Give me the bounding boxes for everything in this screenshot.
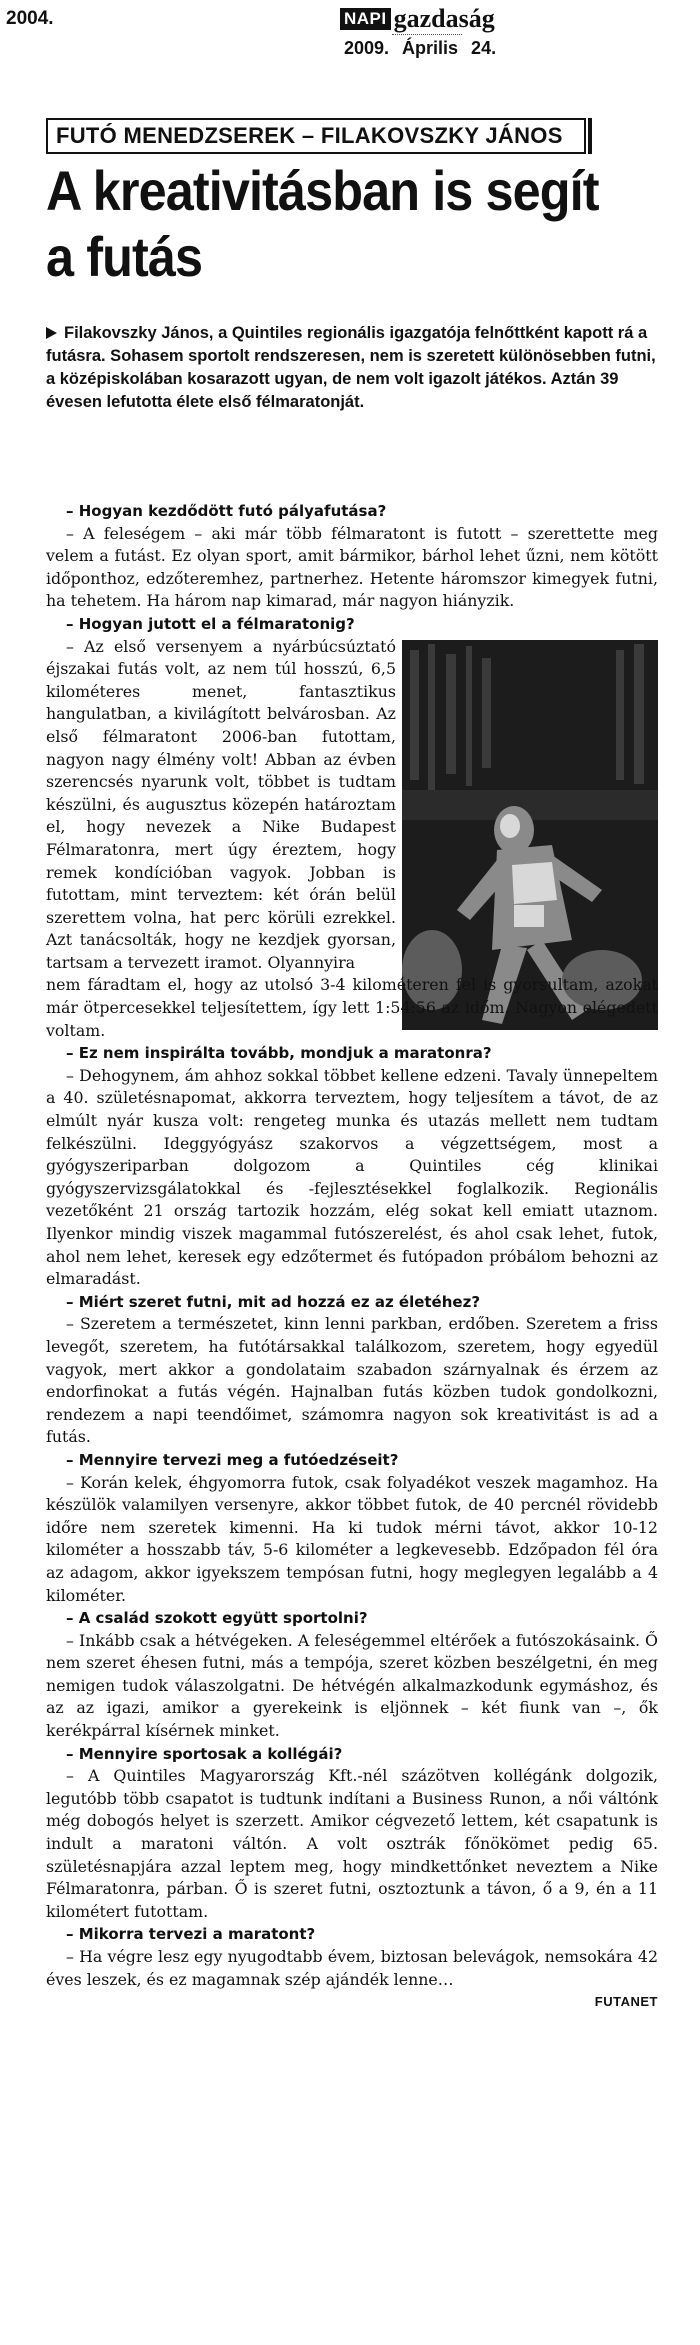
logo-word: gazdaság (393, 4, 495, 33)
interview-answer: – Az első versenyem a nyárbúcsúztató éjszakai futás volt, az nem túl hosszú, 6,5 kilométeres menet, fantasztikus hangulatban, a kivilágított belvárosban. Az első félmaratont 2006-ban futottam, nagyon nagy élmény volt! Abban az évben szerencsés nyarunk volt, többet is tudtam készülni, és augusztus közepén határoztam el, hogy nevezek a Nike Budapest Félmaratonra, mert úgy éreztem, hogy remek kondícióban vagyok. Jobban is futottam, mint terveztem: két órán belül szerettem volna, hat perc körüli ezrekkel. Azt tanácsolták, hogy ne kezdjek gyorsan, tartsam a tervezett iramot. Olyannyira (46, 636, 396, 972)
interview-question: – Mennyire sportosak a kollégái? (66, 1744, 343, 1763)
newspaper-logo (340, 6, 495, 32)
interview-answer: nem fáradtam el, hogy az utolsó 3-4 kilométeren fel is gyorsultam, azokat már ötpercesekkel teljesítettem, így lett 1:54:56 az időm. Nagyon elégedett voltam. (46, 975, 658, 1040)
interview-answer: – A Quintiles Magyarország Kft.-nél százötven kollégánk dolgozik, legutóbb több csapatot is tudtunk indítani a Business Runon, a női váltónk még dobogós helyet is szerzett. Amikor cégvezető lettem, két csapatunk is indult a maratoni váltón. A volt osztrák főnökömet pedig 65. születésnapjára azzal leptem meg, hogy mindkettőnket neveztem a Nike Félmaratonra, párban. Ő is szeret futni, osztoztunk a távon, ő a 9, én a 11 kilométert futottam. (46, 1766, 658, 1921)
interview-question: – Hogyan jutott el a félmaratonig? (66, 614, 355, 633)
headline-line-1: A kreativitásban is segít (46, 159, 599, 222)
interview-question: – Ez nem inspirálta tovább, mondjuk a maratonra? (66, 1044, 492, 1063)
lead-paragraph (46, 322, 656, 414)
edition-year: 2004. (6, 8, 54, 29)
article-body (46, 500, 658, 2014)
interview-answer: – A feleségem – aki már több félmaratont is futott – szerettette meg velem a futást. Ez olyan sport, amit bármikor, bárhol lehet űzni, nem kötött időponthoz, edzőteremhez, partnerhez. Hetente háromszor kimegyek futni, ha tehetem. Ha három nap kimarad, már nagyon hiányzik. (46, 523, 658, 611)
headline (46, 158, 604, 290)
publication-date: 2009. Április 24. (344, 38, 497, 58)
interview-question: – Miért szeret futni, mit ad hozzá ez az életéhez? (66, 1292, 481, 1311)
interview-answer: – Dehogynem, ám ahhoz sokkal többet kellene edzeni. Tavaly ünnepeltem a 40. születésnapomat, akkorra terveztem, hogy teljesítem a távot, de az elmúlt nyár kusza volt: rengeteg munka és utazás mellett nem tudtam felkészülni. Ideggyógyász szakorvos a végzettségem, most a gyógyszeriparban dolgozom a Quintiles cég klinikai gyógyszervizsgálatokkal és -fejlesztésekkel foglalkozik. Regionális vezetőként 21 ország tartozik hozzám, elég sokat kell emiatt utaznom. Ilyenkor mindig viszek magammal futószerelést, és ahol csak lehet, futok, ahol nem lehet, keresek egy edzőtermet és futópadon próbálom behozni az elmaradást. (46, 1065, 658, 1289)
interview-question: – Mikorra tervezi a maratont? (66, 1925, 316, 1944)
headline-line-2: a futás (46, 225, 203, 288)
interview-answer: – Ha végre lesz egy nyugodtabb évem, biztosan belevágok, nemsokára 42 éves leszek, és ez magamnak szép ajándék lenne… (46, 1947, 658, 1989)
logo-box: NAPI (340, 8, 391, 30)
kicker-text: FUTÓ MENEDZSEREK – FILAKOVSZKY JÁNOS (56, 123, 563, 148)
author-signature: FUTANET (594, 1994, 658, 2010)
lead-text: Filakovszky János, a Quintiles regionális igazgatója felnőttként kapott rá a futásra. Sohasem sportolt rendszeresen, nem is szeretett különösebben futni, a középiskolában kosarazott ugyan, de nem volt igazolt játékos. Aztán 39 évesen lefutotta élete első félmaratonját. (46, 324, 656, 411)
interview-answer: – Korán kelek, éhgyomorra futok, csak folyadékot veszek magamhoz. Ha készülök valamilyen versenyre, akkor többet futok, de 40 percnél rövidebb időre nem szeretek kimenni. Ha ki tudok mérni távot, akkor 10-12 kilométer a hosszabb táv, 5-6 kilométer a legkevesebb. Edzőpadon fél óra az adagom, akkor igyekszem tempósan futni, hogy meglegyen legalább a 4 kilométer. (46, 1472, 658, 1605)
interview-answer: – Szeretem a természetet, kinn lenni parkban, erdőben. Szeretem a friss levegőt, szeretem, ha futótársakkal találkozom, szeretem, hogy egyedül vagyok, mert akkor a gondolataim szabadon szárnyalnak és érzem az endorfinokat a futás végén. Hajnalban futás közben tudok gondolkozni, rendezem a napi teendőimet, számomra nagyon sok kreativitást is ad a futás. (46, 1314, 658, 1447)
interview-question: – Mennyire tervezi meg a futóedzéseit? (66, 1450, 399, 1469)
section-kicker (46, 118, 586, 154)
interview-question: – Hogyan kezdődött futó pályafutása? (66, 502, 387, 520)
interview-answer: – Inkább csak a hétvégeken. A feleségemmel eltérőek a futószokásaink. Ő nem szeret éhesen futni, más a tempója, szeret közben beszélgetni, én meg nemigen tudok válaszolgatni. De hétvégén alkalmazkodunk egymáshoz, és az az igazi, amikor a gyerekeink is eljönnek – két fiunk van –, ők kerékpárral kísérnek minket. (46, 1630, 658, 1741)
arrow-right-icon (46, 327, 57, 339)
interview-question: – A család szokott együtt sportolni? (66, 1609, 368, 1628)
